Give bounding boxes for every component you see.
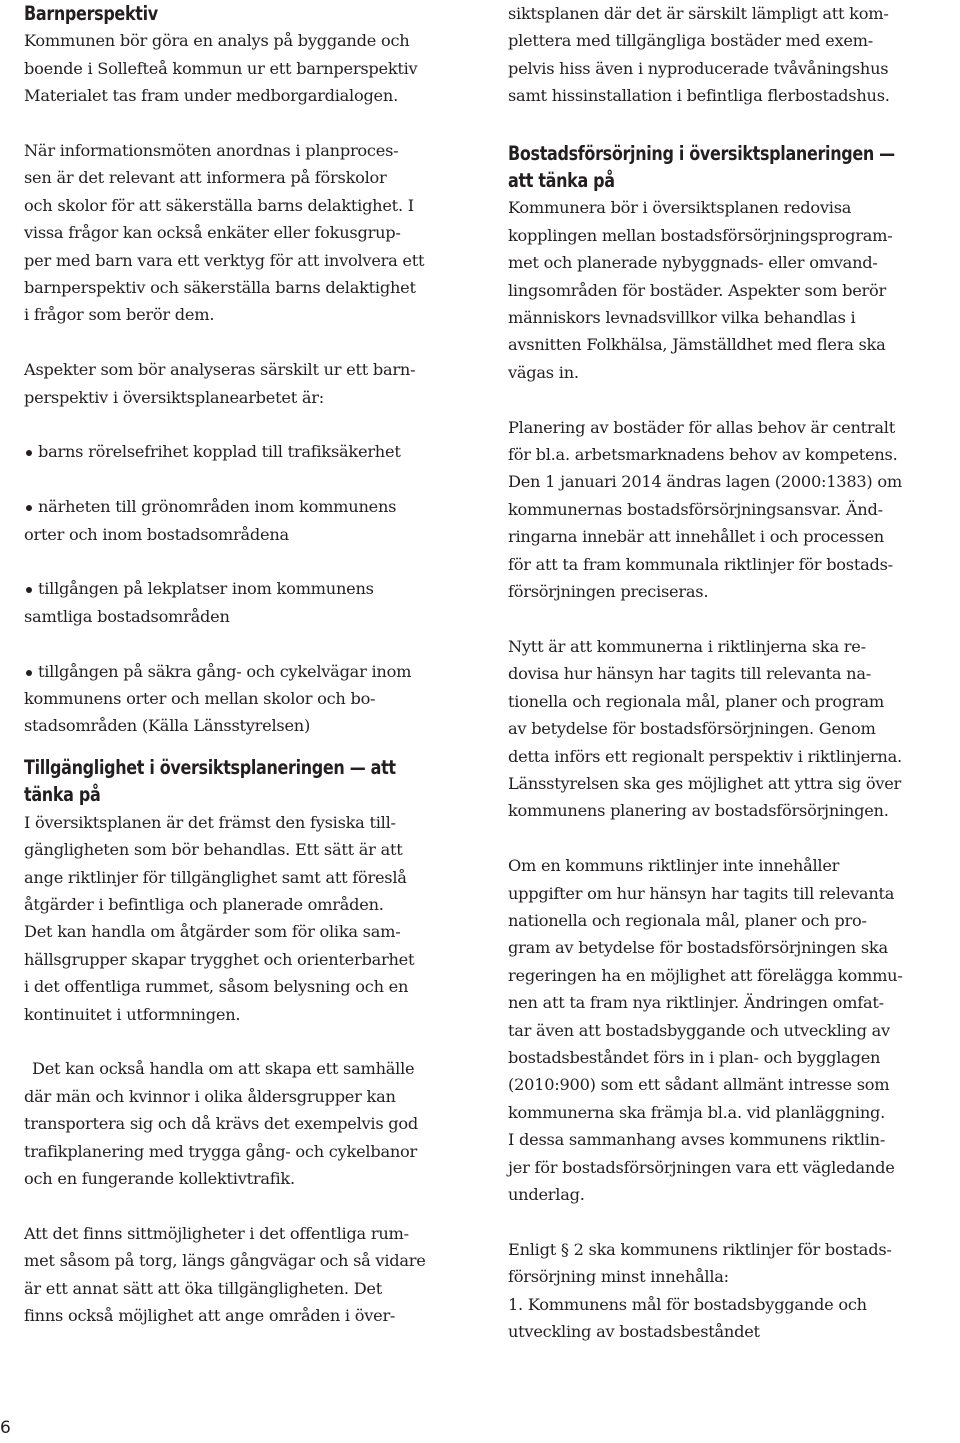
- heading-tillganglighet: Tillgänglighet i översiktsplaneringen — att tänka på: [24, 755, 396, 807]
- list-item: barns rörelsefrihet kopplad till trafiksäkerhet: [24, 438, 470, 465]
- paragraph-barn-2: När informationsmöten anordnas i planproces- sen är det relevant att informera på förskolor och skolor för att säkerställa barns delaktighet. I vissa frågor kan också enkäter eller fokusgrup- per med barn vara ett verktyg för att involvera ett barnperspektiv och säkerställa barns delaktighet i frågor som berör dem.: [24, 141, 425, 325]
- paragraph-bost-2: Planering av bostäder för allas behov är centralt för bl.a. arbetsmarknadens behov av kompetens. Den 1 januari 2014 ändras lagen (2000:1383) om kommunernas bostadsförsörjningsansvar. Änd- ringarna innebär att innehållet i och processen för att ta fram kommunala riktlinjer för bostads- försörjningen preciseras.: [508, 417, 902, 602]
- paragraph-till-2: Det kan också handla om att skapa ett samhälle där män och kvinnor i olika åldersgrupper kan transportera sig och då krävs det exempelvis god trafikplanering med trygga gång- och cykelbanor och en fungerande kollektivtrafik.: [24, 1059, 419, 1188]
- page-number: 6: [0, 1418, 11, 1438]
- right-column: [508, 0, 954, 1345]
- heading-bostadsforsorjning: Bostadsförsörjning i översiktsplaneringen — att tänka på: [508, 141, 895, 193]
- list-item: tillgången på säkra gång- och cykelvägar inom kommunens orter och mellan skolor och bo- stadsområden (Källa Länsstyrelsen): [24, 658, 470, 740]
- list-item: närheten till grönområden inom kommunens orter och inom bostadsområdena: [24, 493, 470, 548]
- paragraph-bost-4: Om en kommuns riktlinjer inte innehåller uppgifter om hur hänsyn har tagits till relevanta nationella och regionala mål, planer och pro- gram av betydelse för bostadsförsörjningen ska regeringen ha en möjlighet att förelägga kommu- nen att ta fram nya riktlinjer. Ändringen omfat- tar även att bostadsbyggande och utveckling av bostadsbeståndet förs in i plan- och bygglagen (2010:900) som ett sådant allmänt intresse som kommunerna ska främja bl.a. vid planläggning. I dessa sammanhang avses kommunens riktlin- jer för bostadsförsörjningen vara ett vägledande underlag.: [508, 856, 903, 1205]
- left-column: [24, 0, 470, 1329]
- heading-barnperspektiv: Barnperspektiv: [24, 2, 158, 25]
- paragraph-till-3: Att det finns sittmöjligheter i det offentliga rum- met såsom på torg, längs gångvägar och så vidare är ett annat sätt att öka tillgängligheten. Det finns också möjlighet att ange områden i över-: [24, 1223, 426, 1325]
- paragraph-barn-1: Kommunen bör göra en analys på byggande och boende i Sollefteå kommun ur ett barnperspektiv Materialet tas fram under medborgardialogen.: [24, 31, 418, 106]
- aspect-list: [24, 438, 470, 739]
- list-item: tillgången på lekplatser inom kommunens samtliga bostadsområden: [24, 575, 470, 630]
- paragraph-till-1: I översiktsplanen är det främst den fysiska till- gängligheten som bör behandlas. Ett sätt är att ange riktlinjer för tillgänglighet samt att föreslå åtgärder i befintliga och planerade områden. Det kan handla om åtgärder som för olika sam- hällsgrupper skapar trygghet och orienterbarhet i det offentliga rummet, såsom belysning och en kontinuitet i utformningen.: [24, 812, 415, 1024]
- paragraph-bost-1: Kommunera bör i översiktsplanen redovisa kopplingen mellan bostadsförsörjningsprogram- met och planerade nybyggnads- eller omvand- lingsområden för bostäder. Aspekter som berör människors levnadsvillkor vilka behandlas i avsnitten Folkhälsa, Jämställdhet med flera ska vägas in.: [508, 198, 893, 382]
- paragraph-barn-3: Aspekter som bör analyseras särskilt ur ett barn- perspektiv i översiktsplanearbetet är:: [24, 360, 416, 407]
- paragraph-continued: siktsplanen där det är särskilt lämpligt att kom- plettera med tillgängliga bostäder med exem- pelvis hiss även i nyproducerade tvåvåningshus samt hissinstallation i befintliga flerbostadshus.: [508, 4, 890, 106]
- paragraph-bost-5: Enligt § 2 ska kommunens riktlinjer för bostads- försörjning minst innehålla: 1. Kommunens mål för bostadsbyggande och utveckling av bostadsbeståndet: [508, 1239, 892, 1342]
- paragraph-bost-3: Nytt är att kommunerna i riktlinjerna ska re- dovisa hur hänsyn har tagits till relevanta na- tionella och regionala mål, planer och program av betydelse för bostadsförsörjningen. Genom detta införs ett regionalt perspektiv i riktlinjerna. Länsstyrelsen ska ges möjlighet att yttra sig över kommunens planering av bostadsförsörjningen.: [508, 636, 902, 821]
